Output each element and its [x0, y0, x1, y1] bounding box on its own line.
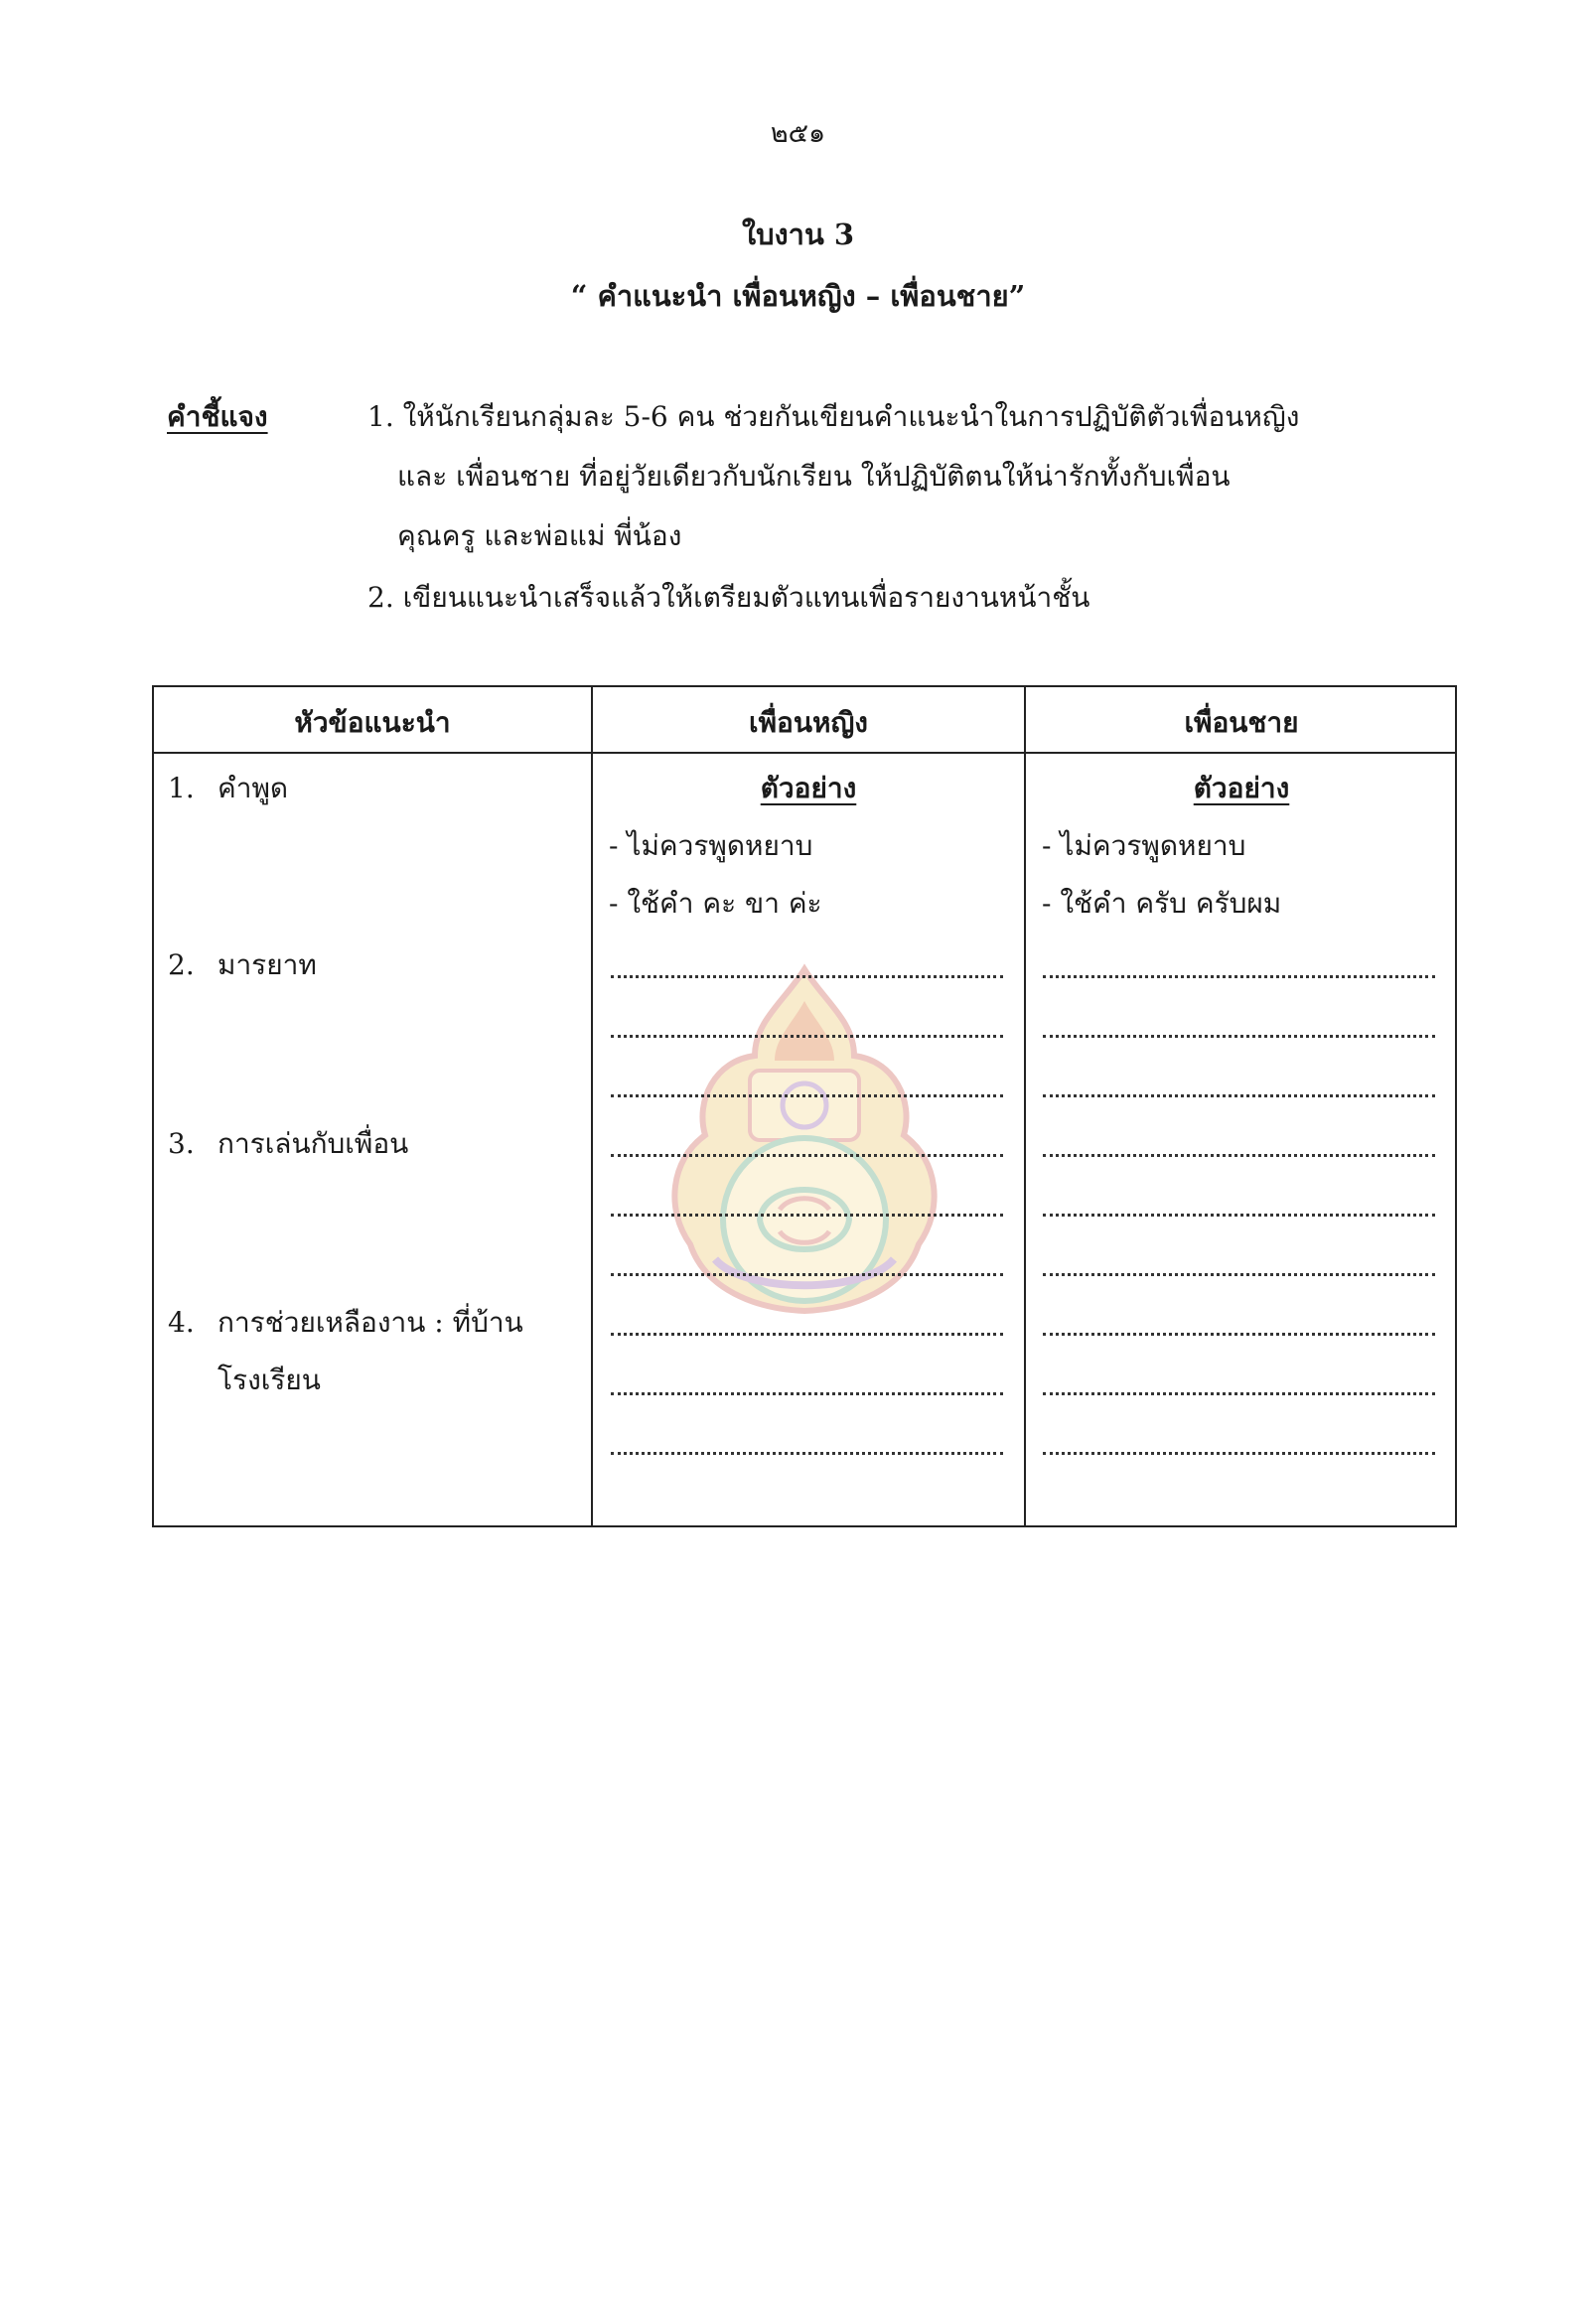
instruction-line: 1. ให้นักเรียนกลุ่มละ 5-6 คน ช่วยกันเขียนคำแนะนำในการปฏิบัติตัวเพื่อนหญิง [367, 400, 1300, 433]
boy-example: - ไม่ควรพูดหยาบ [1042, 829, 1246, 862]
answer-line-boy [1043, 1214, 1435, 1217]
answer-line-girl [611, 1154, 1003, 1157]
guide-table [152, 685, 1457, 1527]
topic-number: 1. [168, 772, 195, 804]
answer-line-girl [611, 1035, 1003, 1038]
girl-example: - ใช้คำ คะ ขา ค่ะ [609, 887, 822, 920]
girl-example: - ไม่ควรพูดหยาบ [609, 829, 813, 862]
header-divider [154, 752, 1455, 754]
topic-row [168, 1301, 523, 1345]
page-number: ๒๕๑ [770, 118, 826, 149]
column-header-boy: เพื่อนชาย [1184, 706, 1299, 739]
sheet-subtitle: “ คำแนะนำ เพื่อนหญิง – เพื่อนชาย” [570, 279, 1026, 313]
answer-line-girl [611, 1333, 1003, 1336]
answer-line-girl [611, 975, 1003, 978]
answer-line-boy [1043, 1333, 1435, 1336]
answer-line-girl [611, 1094, 1003, 1097]
column-divider [1024, 687, 1026, 1525]
boy-example: - ใช้คำ ครับ ครับผม [1042, 887, 1282, 920]
answer-line-boy [1043, 1035, 1435, 1038]
column-header-girl: เพื่อนหญิง [749, 706, 868, 739]
sheet-title: ใบงาน 3 [741, 217, 855, 251]
topic-row [168, 767, 288, 810]
answer-line-boy [1043, 975, 1435, 978]
topic-number: 4. [168, 1306, 195, 1339]
answer-line-boy [1043, 1452, 1435, 1455]
topic-row [168, 1122, 408, 1166]
answer-line-boy [1043, 1392, 1435, 1395]
answer-line-girl [611, 1452, 1003, 1455]
topic-number: 3. [168, 1127, 195, 1160]
topic-label: คำพูด [218, 772, 289, 804]
topic-row [168, 943, 317, 987]
answer-line-girl [611, 1392, 1003, 1395]
column-header-topic: หัวข้อแนะนำ [294, 706, 451, 739]
topic-label: การช่วยเหลืองาน : ที่บ้าน [218, 1306, 523, 1339]
example-heading-girl: ตัวอย่าง [760, 772, 857, 804]
answer-line-girl [611, 1273, 1003, 1276]
answer-line-boy [1043, 1154, 1435, 1157]
example-heading-boy: ตัวอย่าง [1193, 772, 1290, 804]
instruction-line: คุณครู และพ่อแม่ พี่น้อง [397, 519, 682, 552]
answer-line-boy [1043, 1094, 1435, 1097]
topic-continuation: โรงเรียน [218, 1364, 321, 1396]
answer-line-boy [1043, 1273, 1435, 1276]
column-divider [591, 687, 593, 1525]
answer-line-girl [611, 1214, 1003, 1217]
topic-label: มารยาท [218, 948, 317, 981]
instruction-line: 2. เขียนแนะนำเสร็จแล้วให้เตรียมตัวแทนเพื่อรายงานหน้าชั้น [367, 581, 1090, 614]
instructions-label: คำชี้แจง [167, 400, 268, 433]
topic-number: 2. [168, 948, 195, 981]
instruction-line: และ เพื่อนชาย ที่อยู่วัยเดียวกับนักเรียน ให้ปฏิบัติตนให้น่ารักทั้งกับเพื่อน [397, 460, 1231, 493]
topic-label: การเล่นกับเพื่อน [218, 1127, 409, 1160]
